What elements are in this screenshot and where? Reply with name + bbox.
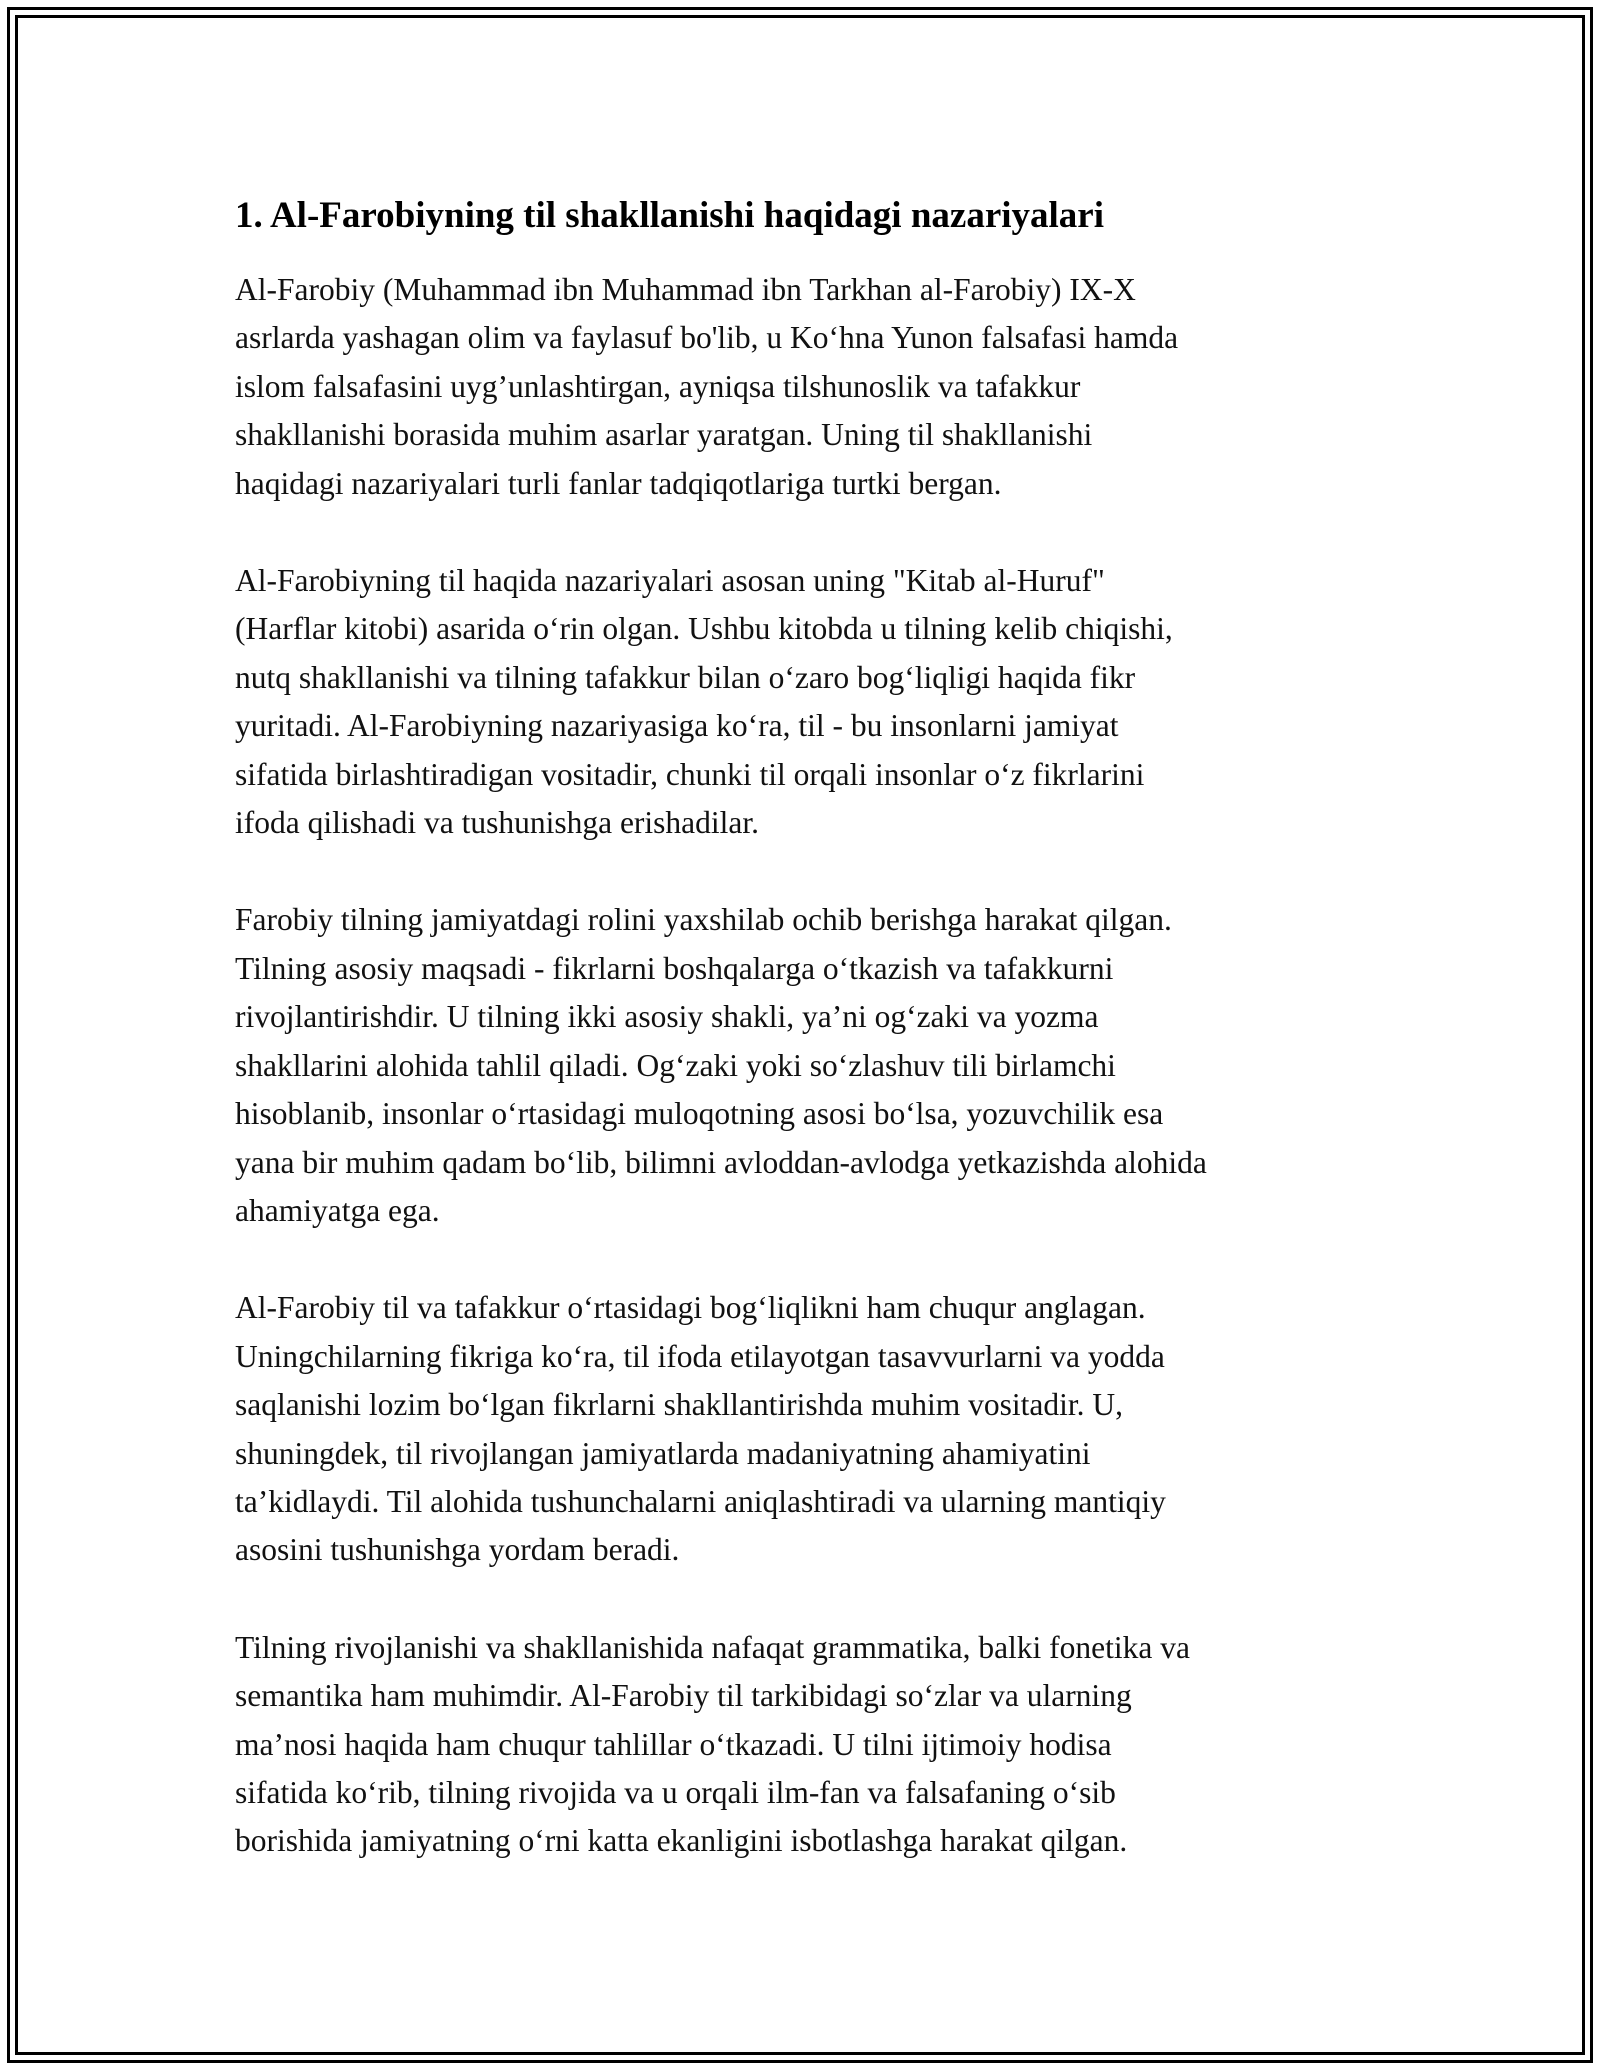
section-heading: 1. Al-Farobiyning til shakllanishi haqidagi nazariyalari [235,195,1105,236]
paragraph-2: Al-Farobiyning til haqida nazariyalari asosan uning "Kitab al-Huruf" (Harflar kitobi) asarida o‘rin olgan. Ushbu kitobda u tilning kelib chiqishi, nutq shakllanishi va tilning tafakkur bilan o‘zaro bog‘liqligi haqida fikr yuritadi. Al-Farobiyning nazariyasiga ko‘ra, til - bu insonlarni jamiyat sifatida birlashtiradigan vositadir, chunki til orqali insonlar o‘z fikrlarini ifoda qilishadi va tushunishga erishadilar. [235,563,1173,841]
document-body [235,188,1385,1915]
paragraph-3: Farobiy tilning jamiyatdagi rolini yaxshilab ochib berishga harakat qilgan. Tilning asosiy maqsadi - fikrlarni boshqalarga o‘tkazish va tafakkurni rivojlantirishdir. U tilning ikki asosiy shakli, ya’ni og‘zaki va yozma shakllarini alohida tahlil qiladi. Og‘zaki yoki so‘zlashuv tili birlamchi hisoblanib, insonlar o‘rtasidagi muloqotning asosi bo‘lsa, yozuvchilik esa yana bir muhim qadam bo‘lib, bilimni avloddan-avlodga yetkazishda alohida ahamiyatga ega. [235,902,1207,1228]
paragraph-1: Al-Farobiy (Muhammad ibn Muhammad ibn Tarkhan al-Farobiy) IX-X asrlarda yashagan olim va faylasuf bo'lib, u Ko‘hna Yunon falsafasi hamda islom falsafasini uyg’unlashtirgan, ayniqsa tilshunoslik va tafakkur shakllanishi borasida muhim asarlar yaratgan. Uning til shakllanishi haqidagi nazariyalari turli fanlar tadqiqotlariga turtki bergan. [235,272,1179,501]
paragraph-5: Tilning rivojlanishi va shakllanishida nafaqat grammatika, balki fonetika va semantika ham muhimdir. Al-Farobiy til tarkibidagi so‘zlar va ularning ma’nosi haqida ham chuqur tahlillar o‘tkazadi. U tilni ijtimoiy hodisa sifatida ko‘rib, tilning rivojida va u orqali ilm-fan va falsafaning o‘sib borishida jamiyatning o‘rni katta ekanligini isbotlashga harakat qilgan. [235,1629,1190,1859]
paragraph-4: Al-Farobiy til va tafakkur o‘rtasidagi bog‘liqlikni ham chuqur anglagan. Uningchilarning fikriga ko‘ra, til ifoda etilayotgan tasavvurlarni va yodda saqlanishi lozim bo‘lgan fikrlarni shakllantirishda muhim vositadir. U, shuningdek, til rivojlangan jamiyatlarda madaniyatning ahamiyatini ta’kidlaydi. Til alohida tushunchalarni aniqlashtiradi va ularning mantiqiy asosini tushunishga yordam beradi. [235,1290,1166,1568]
